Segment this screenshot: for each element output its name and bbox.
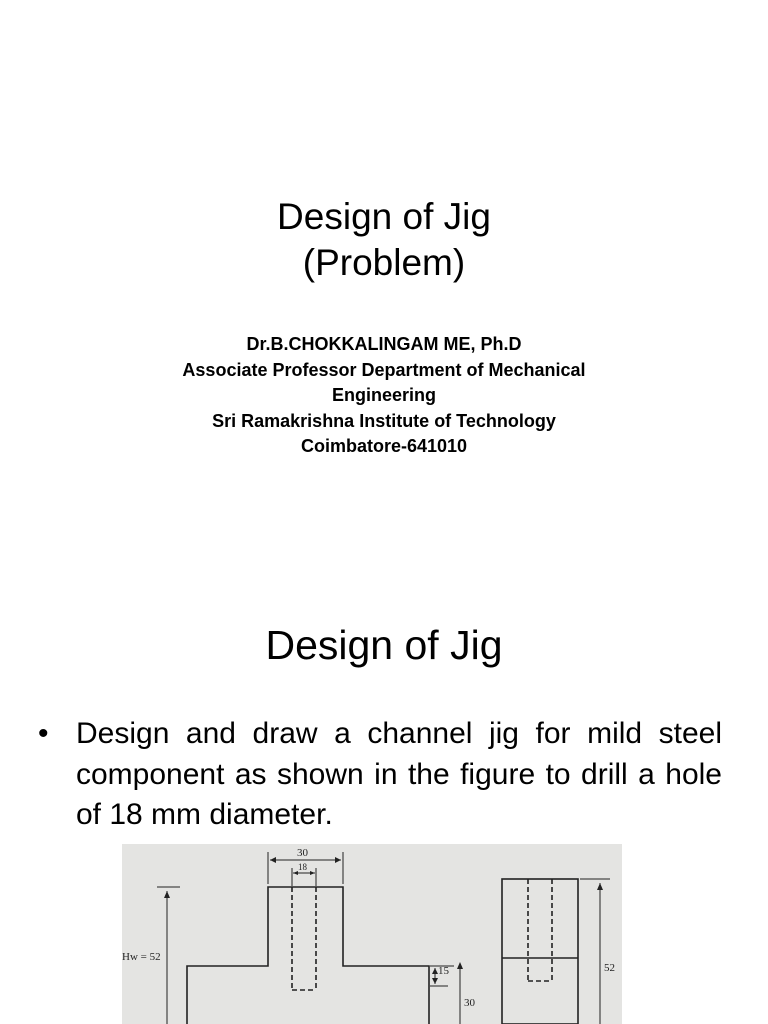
component-drawing (122, 844, 622, 1024)
title-line-1: Design of Jig (277, 196, 491, 237)
drawing-svg (122, 844, 622, 1024)
dim-height-right-label: 52 (604, 962, 615, 974)
hole-hidden-lines (292, 887, 316, 990)
author-block (0, 332, 768, 460)
side-view-hidden-lines (528, 879, 552, 981)
bullet-marker: • (38, 717, 49, 750)
author-department: Engineering (331, 385, 436, 405)
dim-height-left-label: Hw = 52 (122, 951, 161, 963)
author-name: Dr.B.CHOKKALINGAM ME, Ph.D (246, 334, 522, 354)
dim-top-width-label: 30 (297, 847, 308, 859)
problem-bullet (38, 714, 722, 836)
problem-statement: Design and draw a channel jig for mild steel component as shown in the figure to drill a hole of 18 mm diameter. (76, 717, 722, 831)
front-view-outline (187, 887, 429, 1024)
author-location: Coimbatore-641010 (300, 436, 468, 456)
title-line-2: (Problem) (302, 242, 466, 283)
dim-base-label: 30 (464, 997, 475, 1009)
side-view-outline (502, 879, 578, 1024)
dim-step-label: 15 (438, 965, 449, 977)
dim-hole-label: 18 (298, 862, 307, 872)
slide-title (0, 194, 768, 286)
author-designation: Associate Professor Department of Mechanical (182, 359, 586, 380)
author-institution: Sri Ramakrishna Institute of Technology (212, 410, 556, 431)
section-title: Design of Jig (265, 622, 503, 668)
